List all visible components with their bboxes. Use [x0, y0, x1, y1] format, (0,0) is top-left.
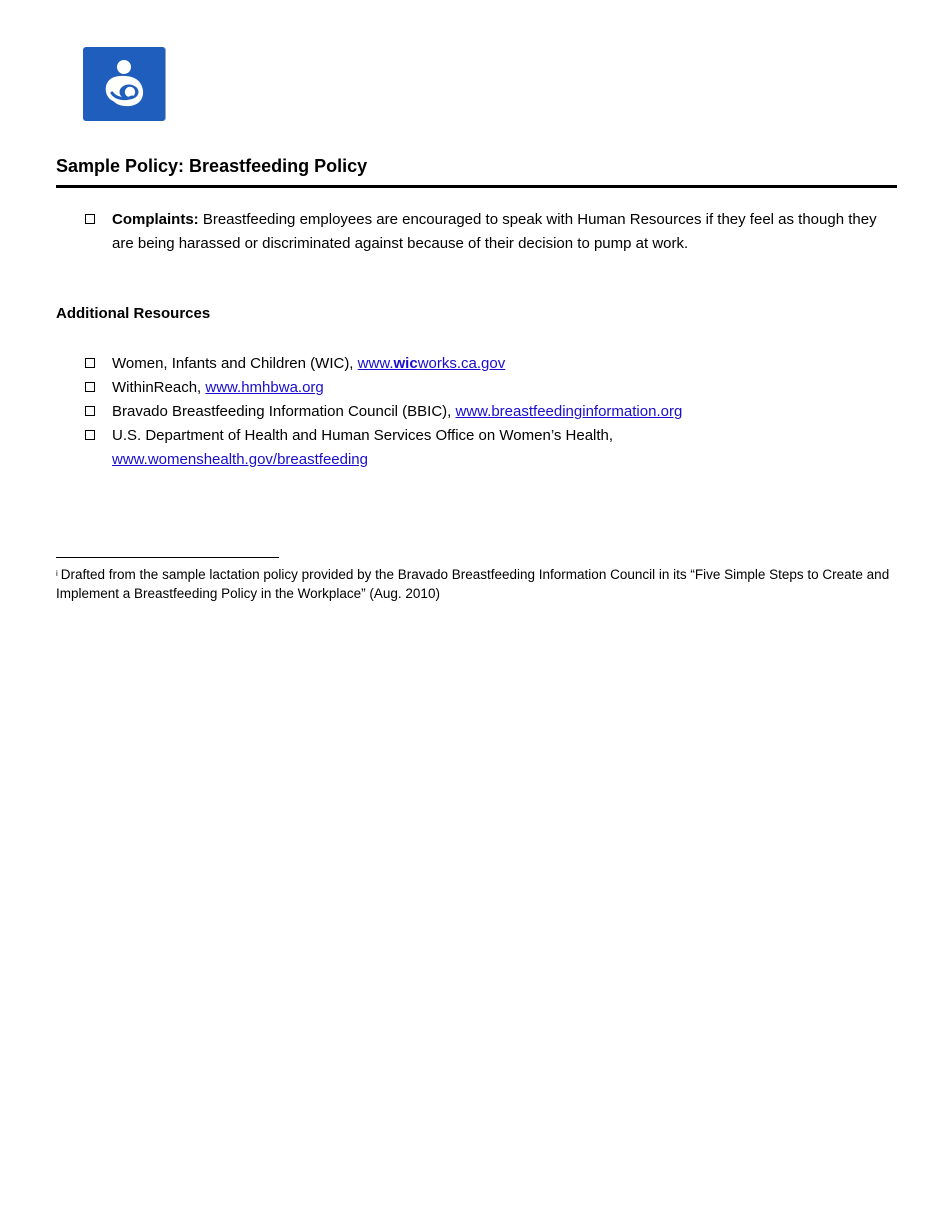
resource-text: U.S. Department of Health and Human Services Office on Women’s Health, [112, 427, 614, 444]
breastfeedinginformation-link[interactable]: www.breastfeedinginformation.org [455, 403, 683, 420]
footnote-marker: i [56, 569, 58, 578]
complaints-item [85, 208, 882, 256]
womenshealth-link[interactable]: www.womenshealth.gov/breastfeeding [112, 451, 368, 468]
resource-item-womenshealth [85, 424, 882, 472]
checkbox-icon [85, 382, 95, 392]
breastfeeding-icon [83, 47, 165, 121]
complaints-label: Complaints: [112, 211, 199, 228]
hmhbwa-link[interactable]: www.hmhbwa.org [205, 379, 324, 396]
checkbox-icon [85, 406, 95, 416]
checkbox-icon [85, 214, 95, 224]
page-title: Sample Policy: Breastfeeding Policy [56, 156, 368, 176]
checkbox-icon [85, 430, 95, 440]
logo [83, 47, 165, 121]
footnote-text: Drafted from the sample lactation policy provided by the Bravado Breastfeeding Information Council in its “Five Simple Steps to Create and Implement a Breastfeeding Policy in the Workplace” (Aug. 2010) [56, 567, 890, 601]
additional-resources-heading: Additional Resources [56, 305, 211, 322]
resource-item-withinreach [85, 376, 882, 400]
complaints-text: Breastfeeding employees are encouraged to speak with Human Resources if they feel as though they are being harassed or discriminated against because of their decision to pump at work. [112, 211, 877, 252]
title-divider [56, 185, 897, 188]
resource-item-wic [85, 352, 882, 376]
resource-text: Bravado Breastfeeding Information Council (BBIC), [112, 403, 456, 420]
resource-text: Women, Infants and Children (WIC), [112, 355, 358, 372]
checkbox-icon [85, 358, 95, 368]
resource-item-bbic [85, 400, 882, 424]
resource-text: WithinReach, [112, 379, 206, 396]
wic-link[interactable]: www.wicworks.ca.gov [357, 355, 506, 372]
footnote [56, 565, 896, 603]
footnote-divider [56, 557, 279, 558]
